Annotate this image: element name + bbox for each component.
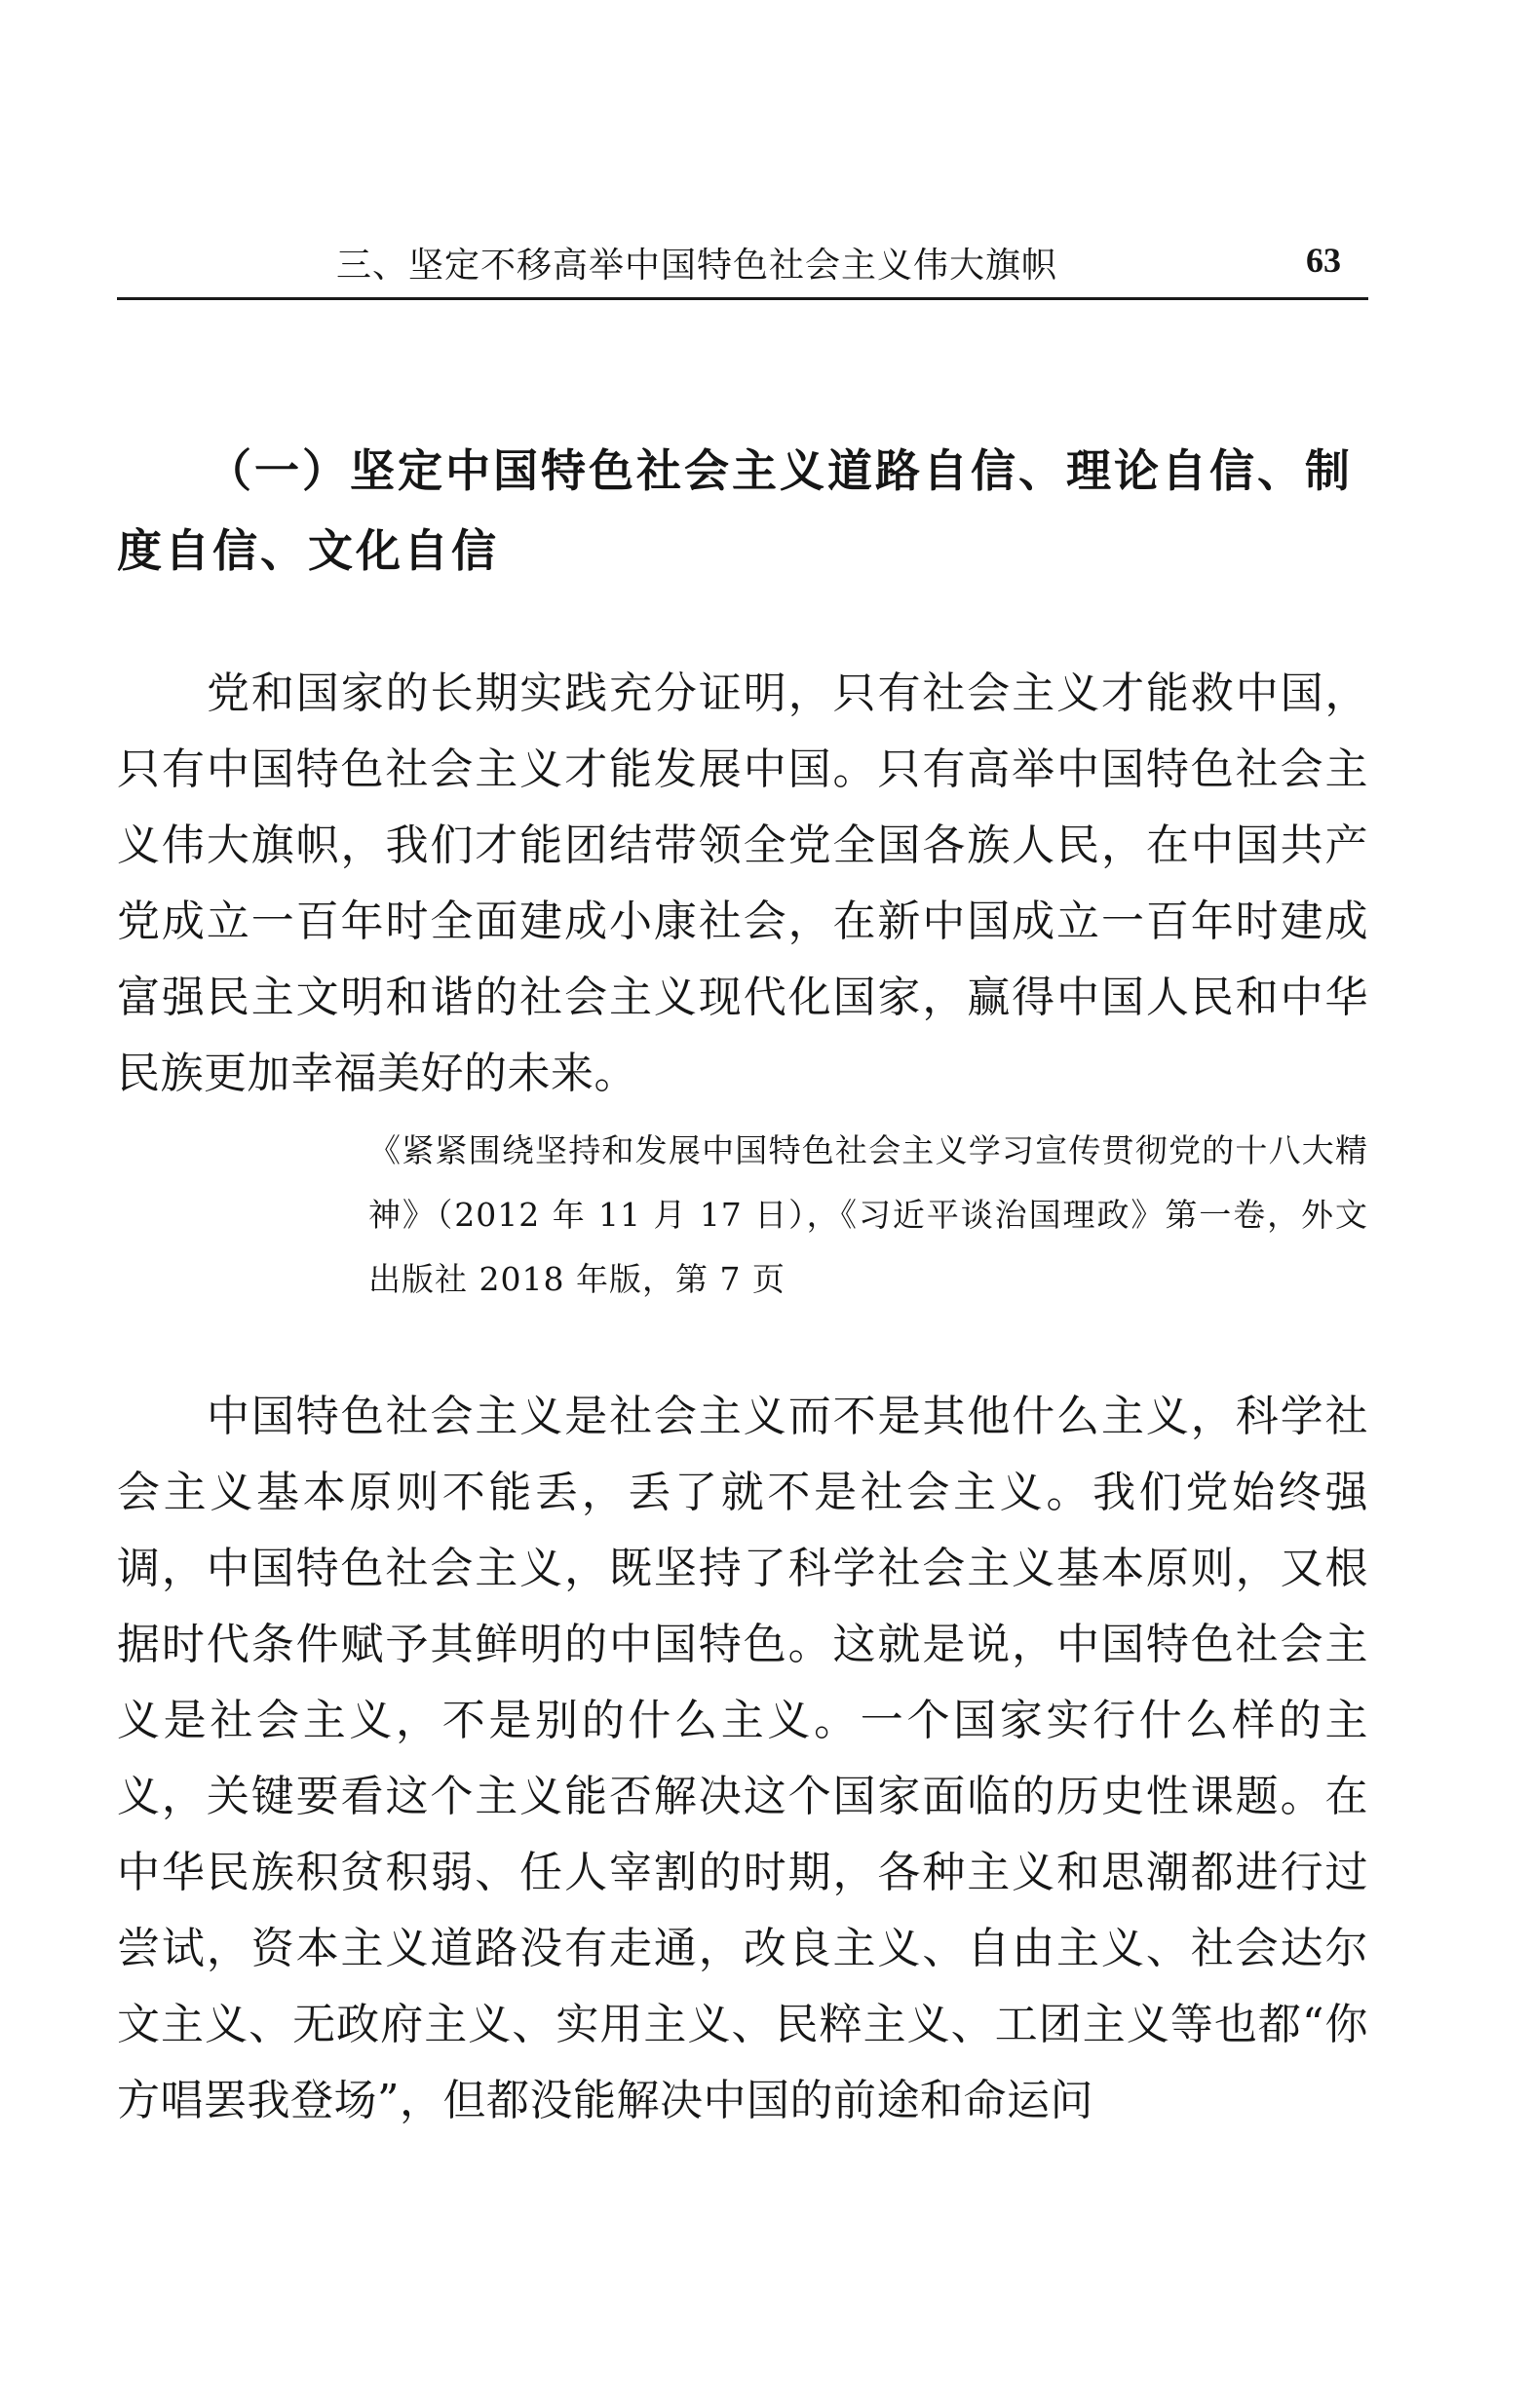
header-rule xyxy=(117,297,1368,300)
section-heading: （一）坚定中国特色社会主义道路自信、理论自信、制度自信、文化自信 xyxy=(117,444,1353,577)
running-header xyxy=(117,232,1368,287)
page-number: 63 xyxy=(1306,241,1341,280)
running-title: 三、坚定不移高举中国特色社会主义伟大旗帜 xyxy=(336,246,1058,286)
citation-source: 《紧紧围绕坚持和发展中国特色社会主义学习宣传贯彻党的十八大精神》（2012 年 11 月 17 日），《习近平谈治国理政》第一卷，外文出版社 2018 年版，第 7 页 xyxy=(368,1131,1368,1298)
body-paragraph-1: 党和国家的长期实践充分证明，只有社会主义才能救中国，只有中国特色社会主义才能发展中国。只有高举中国特色社会主义伟大旗帜，我们才能团结带领全党全国各族人民，在中国共产党成立一百年时全面建成小康社会，在新中国成立一百年时建成富强民主文明和谐的社会主义现代化国家，赢得中国人民和中华民族更加幸福美好的未来。 xyxy=(117,669,1368,1098)
body-paragraph-2: 中国特色社会主义是社会主义而不是其他什么主义，科学社会主义基本原则不能丢，丢了就不是社会主义。我们党始终强调，中国特色社会主义，既坚持了科学社会主义基本原则，又根据时代条件赋予其鲜明的中国特色。这就是说，中国特色社会主义是社会主义，不是别的什么主义。一个国家实行什么样的主义，关键要看这个主义能否解决这个国家面临的历史性课题。在中华民族积贫积弱、任人宰割的时期，各种主义和思潮都进行过尝试，资本主义道路没有走通，改良主义、自由主义、社会达尔文主义、无政府主义、实用主义、民粹主义、工团主义等也都“你方唱罢我登场”，但都没能解决中国的前途和命运问 xyxy=(117,1392,1368,2125)
